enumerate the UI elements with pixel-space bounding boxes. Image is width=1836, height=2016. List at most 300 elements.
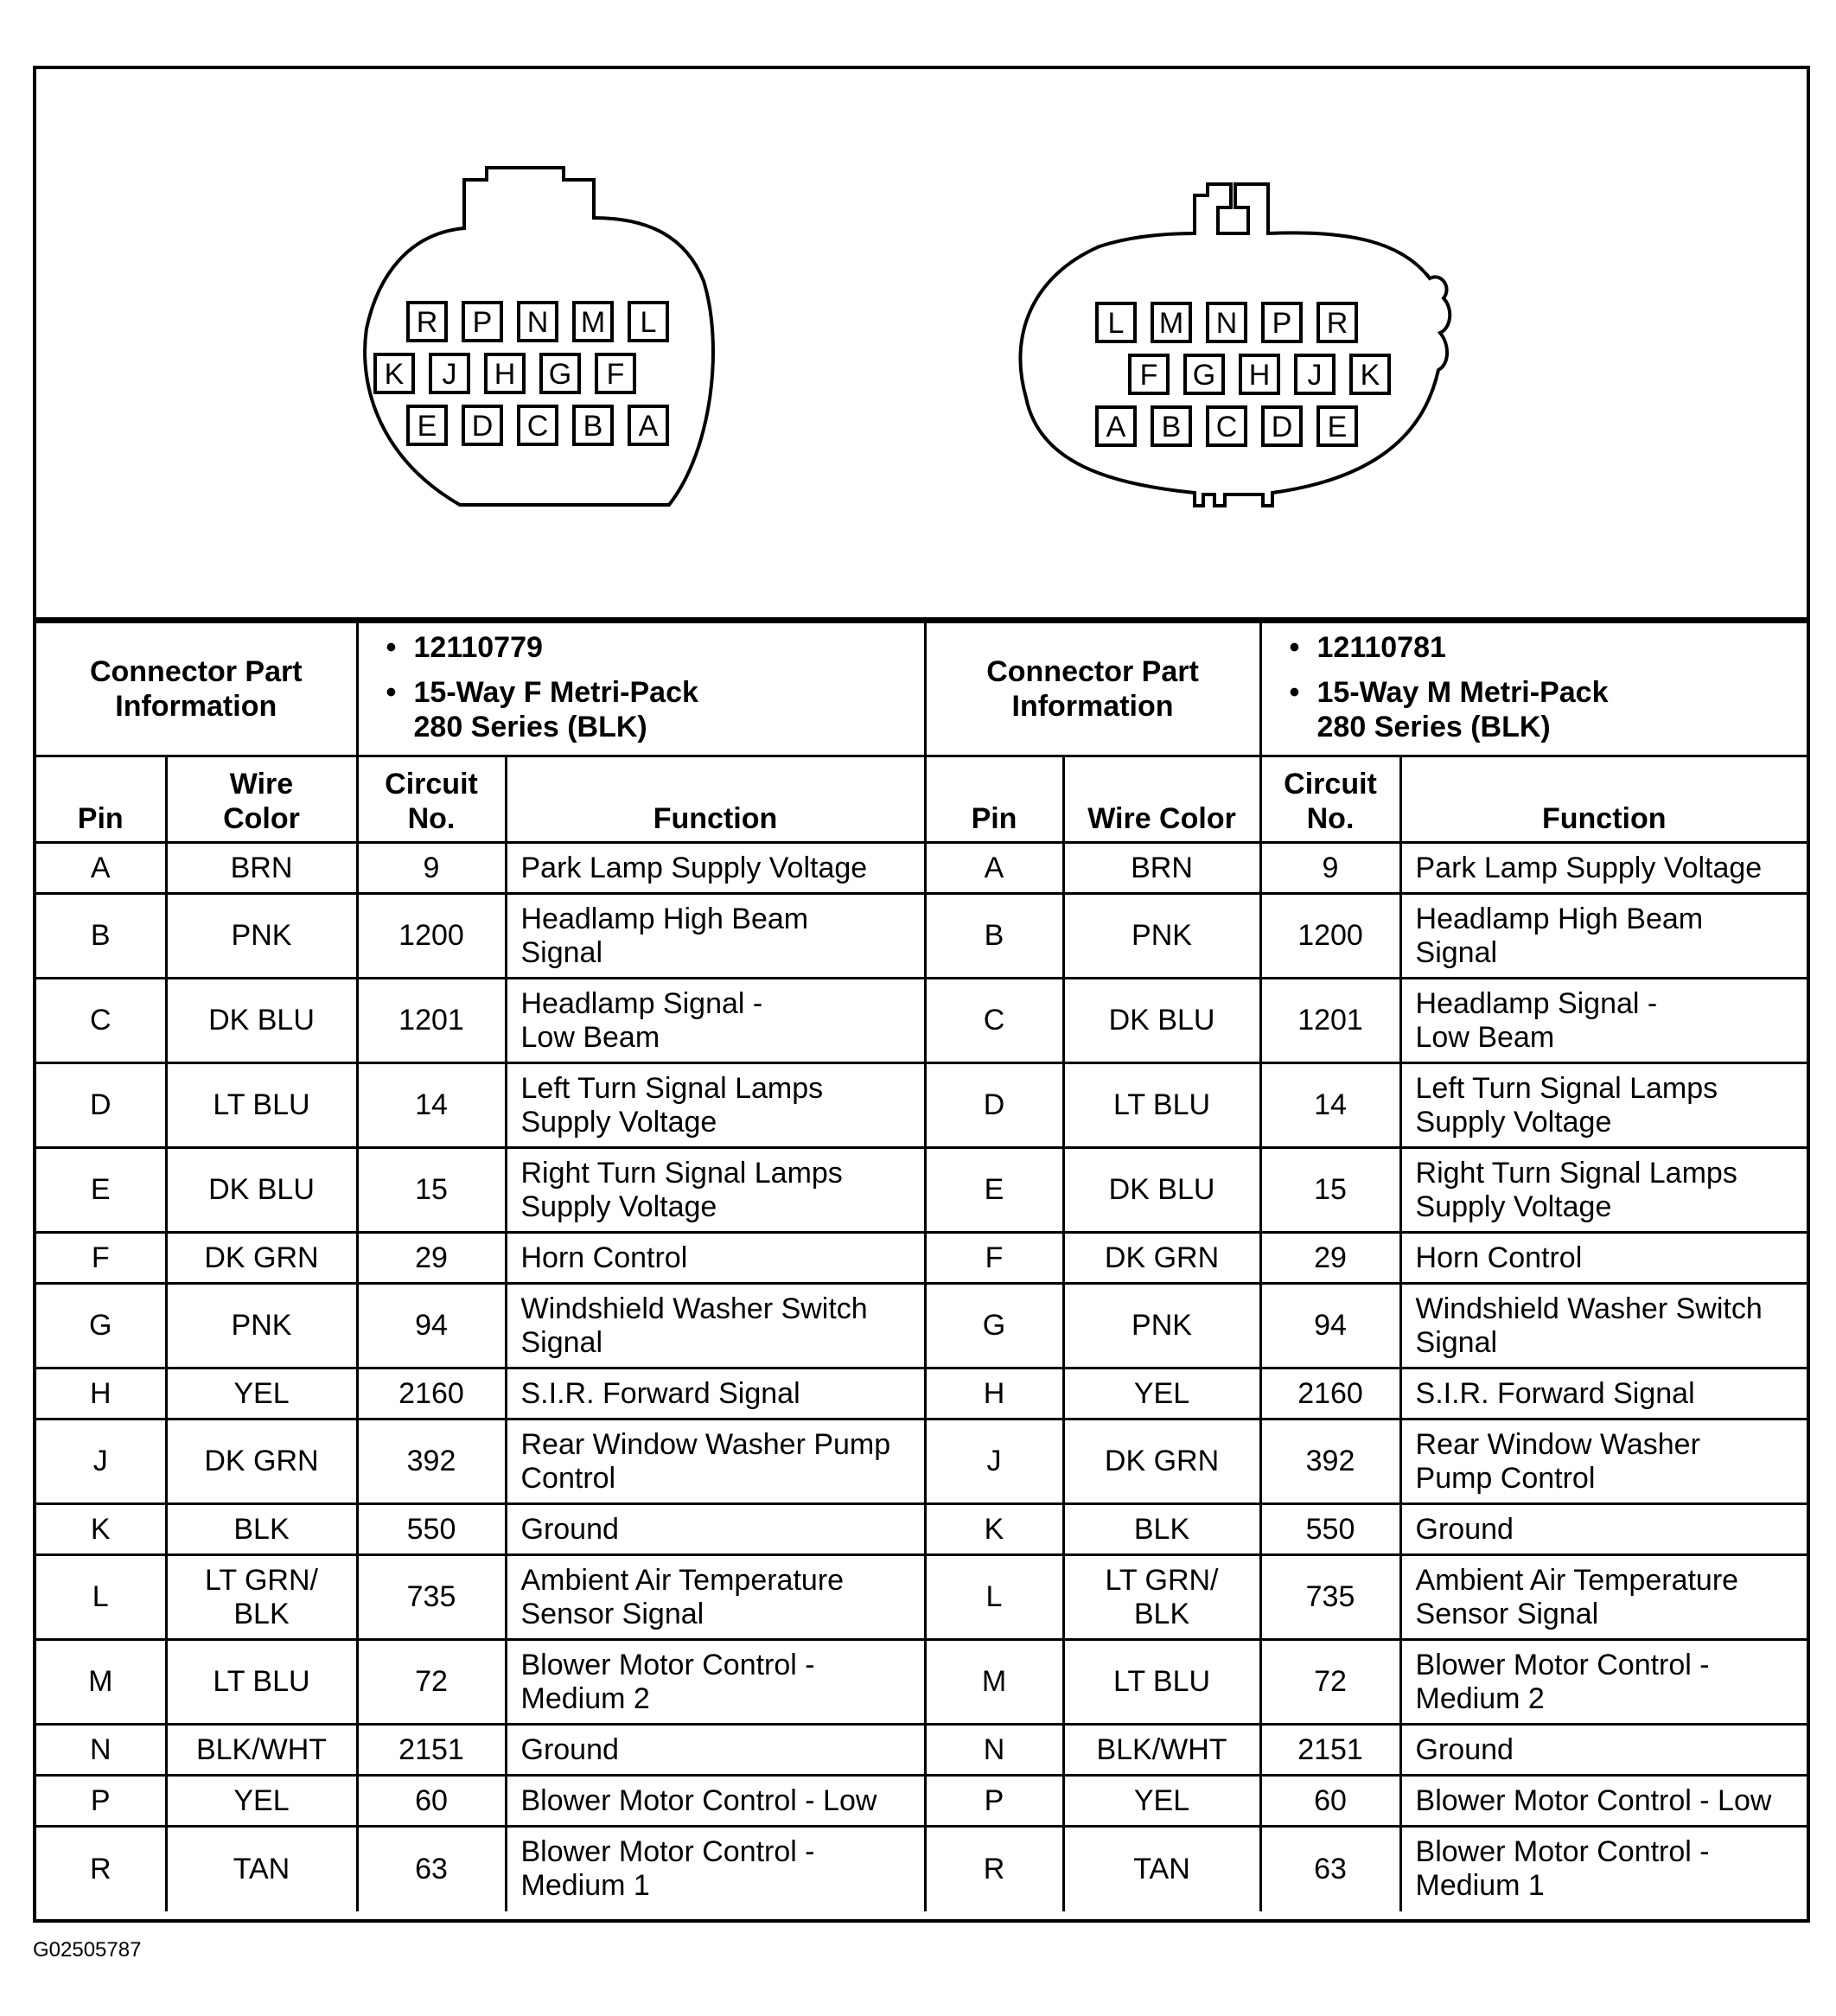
circuit-cell <box>1260 1233 1400 1284</box>
wire-color-cell <box>1063 1368 1260 1419</box>
circuit-cell-line: 29 <box>415 1241 448 1274</box>
function-cell-line: Supply Voltage <box>520 1105 717 1139</box>
wire-color-cell <box>166 1776 357 1827</box>
wire-color-cell <box>1063 1284 1260 1368</box>
wire-color-cell <box>166 1368 357 1419</box>
pin-cell-line: A <box>984 851 1004 884</box>
pin-cell <box>36 1419 166 1504</box>
pin-cell-line: P <box>90 1783 111 1817</box>
wire-color-cell-line: PNK <box>1132 1309 1192 1342</box>
function-cell-line: Blower Motor Control - Low <box>1415 1783 1772 1817</box>
circuit-cell-line: 2151 <box>1297 1732 1363 1766</box>
pin-label: P <box>1272 307 1292 340</box>
wire-color-cell-line: LT GRN/ <box>1105 1563 1219 1597</box>
pin-cell <box>925 1725 1063 1776</box>
circuit-cell <box>357 1233 506 1284</box>
circuit-cell <box>357 1555 506 1640</box>
function-cell-line: Blower Motor Control - <box>520 1648 815 1681</box>
wire-color-cell <box>166 1555 357 1640</box>
pin-label: F <box>1139 359 1158 392</box>
pin-cell <box>36 979 166 1063</box>
table-row <box>36 1725 1807 1776</box>
function-cell <box>1400 843 1807 894</box>
pin-label: N <box>526 306 549 339</box>
pin-label: C <box>526 410 549 443</box>
function-cell-line: Sensor Signal <box>520 1597 704 1630</box>
pin-cell <box>925 1233 1063 1284</box>
function-cell-line: Ground <box>1415 1732 1514 1766</box>
function-cell-line: Headlamp Signal - <box>1415 986 1658 1020</box>
pin-cell-line: E <box>90 1173 111 1206</box>
pin-cell <box>925 1555 1063 1640</box>
pin-cell-line: D <box>983 1088 1005 1121</box>
pin-label: B <box>1161 411 1182 443</box>
wire-color-cell <box>1063 894 1260 979</box>
function-cell <box>1400 1827 1807 1911</box>
wire-color-cell <box>1063 1776 1260 1827</box>
function-cell-line: Signal <box>520 935 603 969</box>
function-cell-line: Blower Motor Control - <box>1415 1648 1710 1681</box>
pin-label: L <box>1107 307 1125 340</box>
pin-label: J <box>442 358 457 391</box>
header-circuit-no <box>357 756 506 843</box>
pin-cell <box>925 1827 1063 1911</box>
table-row <box>36 1419 1807 1504</box>
wire-color-cell-line: DK GRN <box>1104 1241 1220 1274</box>
pin-label: N <box>1215 307 1238 340</box>
pin-cell <box>36 1233 166 1284</box>
function-cell-line: Sensor Signal <box>1415 1597 1599 1630</box>
circuit-cell-line: 1201 <box>398 1004 464 1037</box>
pin-cell-line: M <box>88 1665 113 1698</box>
function-cell <box>1400 1776 1807 1827</box>
pin-cell-line: L <box>985 1580 1003 1613</box>
wire-color-cell-line: BLK/WHT <box>195 1732 328 1766</box>
circuit-cell-line: 14 <box>1314 1088 1347 1121</box>
wire-color-cell <box>1063 1148 1260 1233</box>
function-cell-line: Medium 1 <box>1415 1869 1545 1903</box>
diagram-frame <box>33 66 1810 1923</box>
pin-cell-line: F <box>985 1241 1004 1274</box>
pin-cell <box>925 1284 1063 1368</box>
wire-color-cell-line: BRN <box>1131 851 1193 884</box>
function-cell-line: Headlamp High Beam <box>1415 902 1704 935</box>
wire-color-cell-line: LT BLU <box>1112 1665 1211 1698</box>
circuit-cell-line: 392 <box>406 1445 456 1477</box>
pin-label: K <box>384 358 405 391</box>
circuit-cell <box>1260 1555 1400 1640</box>
function-cell-line: Supply Voltage <box>520 1190 717 1223</box>
pin-cell <box>925 1063 1063 1148</box>
pin-cell-line: K <box>90 1512 111 1546</box>
wire-color-cell-line: BLK/WHT <box>1096 1732 1227 1766</box>
function-cell-line: S.I.R. Forward Signal <box>1415 1376 1695 1410</box>
function-cell-line: Park Lamp Supply Voltage <box>520 851 868 884</box>
circuit-cell <box>1260 843 1400 894</box>
circuit-cell <box>357 1827 506 1911</box>
header-wire-color <box>166 756 357 843</box>
circuit-cell-line: 72 <box>1314 1665 1347 1698</box>
wire-color-cell <box>166 1640 357 1725</box>
header-wire-color: Wire Color <box>1063 756 1260 843</box>
header-function: Function <box>1400 756 1807 843</box>
function-cell <box>506 1419 925 1504</box>
part-number: • 12110781 <box>1317 630 1807 665</box>
pin-table <box>36 621 1807 1911</box>
wire-color-cell-line: TAN <box>1133 1852 1190 1885</box>
function-cell-line: Windshield Washer Switch <box>1415 1292 1763 1325</box>
pin-cell-line: F <box>91 1241 110 1274</box>
header-line: No. <box>407 802 456 835</box>
header-pin: Pin <box>925 756 1063 843</box>
circuit-cell-line: 72 <box>415 1665 448 1698</box>
function-cell-line: S.I.R. Forward Signal <box>520 1376 800 1410</box>
wire-color-cell <box>1063 843 1260 894</box>
circuit-cell-line: 63 <box>415 1852 448 1885</box>
table-row <box>36 1640 1807 1725</box>
function-cell-line: Low Beam <box>1415 1020 1555 1054</box>
circuit-cell-line: 94 <box>1314 1309 1347 1342</box>
table-row <box>36 1776 1807 1827</box>
info-label-line: Connector Part <box>89 655 303 688</box>
function-cell-line: Ground <box>1415 1512 1514 1546</box>
wire-color-cell-line: DK GRN <box>204 1241 319 1274</box>
pin-cell-line: R <box>89 1852 112 1885</box>
circuit-cell <box>1260 1368 1400 1419</box>
part-description <box>414 675 924 744</box>
pin-cell <box>925 1640 1063 1725</box>
function-cell-line: Medium 2 <box>1415 1681 1545 1715</box>
function-cell-line: Ground <box>520 1732 619 1766</box>
table-row <box>36 1504 1807 1555</box>
wire-color-cell-line: DK GRN <box>1104 1445 1220 1477</box>
function-cell <box>506 1776 925 1827</box>
circuit-cell-line: 94 <box>415 1309 448 1342</box>
pin-label: A <box>1106 411 1126 443</box>
connector-diagram-area <box>36 69 1807 621</box>
function-cell <box>506 1368 925 1419</box>
circuit-cell-line: 735 <box>1305 1580 1355 1613</box>
pin-cell-line: C <box>89 1004 112 1037</box>
pin-label: L <box>640 306 657 339</box>
function-cell <box>506 979 925 1063</box>
wire-color-cell <box>1063 1725 1260 1776</box>
pin-cell-line: K <box>984 1512 1004 1546</box>
wire-color-cell <box>166 843 357 894</box>
pin-cell <box>36 1555 166 1640</box>
pin-label: R <box>416 306 438 339</box>
pin-cell-line: R <box>983 1852 1005 1885</box>
pin-cell <box>925 843 1063 894</box>
header-circuit-no <box>1260 756 1400 843</box>
circuit-cell <box>1260 1640 1400 1725</box>
table-row <box>36 1148 1807 1233</box>
function-cell <box>1400 1504 1807 1555</box>
circuit-cell <box>357 1776 506 1827</box>
part-desc-line: 280 Series (BLK) <box>413 711 647 743</box>
wire-color-cell <box>1063 979 1260 1063</box>
circuit-cell <box>1260 1063 1400 1148</box>
pin-cell <box>925 1368 1063 1419</box>
pin-cell-line: B <box>90 919 111 952</box>
pin-label: B <box>583 410 603 443</box>
function-cell-line: Windshield Washer Switch <box>520 1292 868 1325</box>
wire-color-cell-line: TAN <box>233 1852 290 1885</box>
circuit-cell <box>357 1419 506 1504</box>
function-cell-line: Left Turn Signal Lamps <box>1415 1071 1718 1105</box>
circuit-cell <box>357 1640 506 1725</box>
pin-cell-line: J <box>986 1445 1002 1477</box>
wire-color-cell <box>1063 1233 1260 1284</box>
info-label-line: Information <box>1011 690 1174 723</box>
header-function: Function <box>506 756 925 843</box>
function-cell-line: Pump Control <box>1415 1461 1596 1495</box>
wire-color-cell-line: PNK <box>231 1309 292 1342</box>
table-row <box>36 1063 1807 1148</box>
function-cell <box>1400 1063 1807 1148</box>
circuit-cell-line: 550 <box>1305 1512 1355 1546</box>
function-cell <box>506 843 925 894</box>
table-row <box>36 979 1807 1063</box>
function-cell-line: Blower Motor Control - Low <box>520 1783 877 1817</box>
wire-color-cell <box>166 1063 357 1148</box>
function-cell-line: Left Turn Signal Lamps <box>520 1071 824 1105</box>
wire-color-cell-line: DK BLU <box>1108 1173 1215 1206</box>
table-row <box>36 1827 1807 1911</box>
wire-color-cell-line: LT BLU <box>1112 1088 1211 1121</box>
wire-color-cell-line: BLK <box>233 1512 290 1546</box>
pin-label: M <box>580 306 606 339</box>
pin-label: M <box>1158 307 1184 340</box>
wire-color-cell-line: PNK <box>231 919 292 952</box>
function-cell <box>506 1725 925 1776</box>
circuit-cell-line: 392 <box>1305 1445 1355 1477</box>
circuit-cell <box>357 1284 506 1368</box>
pin-cell-line: J <box>92 1445 108 1477</box>
pin-cell-line: G <box>982 1309 1006 1342</box>
circuit-cell-line: 29 <box>1314 1241 1347 1274</box>
function-cell <box>1400 1284 1807 1368</box>
pin-label: R <box>1326 307 1348 340</box>
wire-color-cell-line: DK BLU <box>208 1004 315 1037</box>
function-cell <box>1400 1419 1807 1504</box>
circuit-cell-line: 9 <box>1322 851 1339 884</box>
wire-color-cell <box>166 1148 357 1233</box>
circuit-cell <box>1260 1776 1400 1827</box>
header-pin: Pin <box>36 756 166 843</box>
circuit-cell <box>1260 1504 1400 1555</box>
circuit-cell <box>357 894 506 979</box>
function-cell <box>506 1555 925 1640</box>
pin-label: G <box>1192 359 1216 392</box>
pin-label: H <box>494 358 516 391</box>
pin-cell <box>36 894 166 979</box>
wire-color-cell-line: PNK <box>1132 919 1192 952</box>
function-cell-line: Signal <box>1415 935 1498 969</box>
function-cell-line: Right Turn Signal Lamps <box>1415 1156 1737 1190</box>
circuit-cell <box>357 843 506 894</box>
header-line: Wire <box>229 768 294 801</box>
part-desc-line: 280 Series (BLK) <box>1316 711 1551 743</box>
pin-cell-line: N <box>983 1732 1005 1766</box>
function-cell-line: Medium 1 <box>520 1869 650 1903</box>
function-cell-line: Right Turn Signal Lamps <box>520 1156 843 1190</box>
function-cell <box>1400 1368 1807 1419</box>
right-connector-outline <box>1020 184 1450 506</box>
wire-color-cell <box>166 894 357 979</box>
wire-color-cell-line: LT GRN/ <box>205 1563 318 1597</box>
wire-color-cell <box>166 1504 357 1555</box>
wire-color-cell-line: DK BLU <box>1108 1004 1215 1037</box>
pin-label: E <box>1327 411 1348 443</box>
pin-cell <box>36 1776 166 1827</box>
pin-cell-line: C <box>983 1004 1005 1037</box>
wire-color-cell <box>166 979 357 1063</box>
wire-color-cell-line: LT BLU <box>213 1665 310 1698</box>
circuit-cell-line: 60 <box>1314 1783 1347 1817</box>
wire-color-cell <box>1063 1640 1260 1725</box>
pin-cell <box>36 1725 166 1776</box>
circuit-cell-line: 1200 <box>1297 919 1363 952</box>
wire-color-cell-line: YEL <box>233 1376 290 1410</box>
wire-color-cell <box>166 1284 357 1368</box>
function-cell-line: Signal <box>1415 1325 1498 1359</box>
table-row <box>36 894 1807 979</box>
pin-cell <box>36 1640 166 1725</box>
function-cell <box>506 1284 925 1368</box>
circuit-cell <box>1260 1148 1400 1233</box>
circuit-cell <box>1260 979 1400 1063</box>
pin-cell-line: D <box>89 1088 112 1121</box>
function-cell-line: Horn Control <box>1415 1241 1583 1274</box>
circuit-cell <box>357 1725 506 1776</box>
circuit-cell-line: 1201 <box>1297 1004 1363 1037</box>
table-row <box>36 1555 1807 1640</box>
circuit-cell <box>1260 1827 1400 1911</box>
circuit-cell <box>357 979 506 1063</box>
function-cell <box>506 894 925 979</box>
function-cell <box>506 1148 925 1233</box>
function-cell-line: Park Lamp Supply Voltage <box>1415 851 1763 884</box>
header-line: Circuit <box>1284 768 1377 801</box>
function-cell <box>1400 1555 1807 1640</box>
left-part-info <box>357 622 925 756</box>
circuit-cell-line: 735 <box>406 1580 456 1613</box>
wire-color-cell-line: BRN <box>230 851 293 884</box>
pin-cell <box>925 1776 1063 1827</box>
function-cell <box>1400 1640 1807 1725</box>
function-cell-line: Horn Control <box>520 1241 688 1274</box>
info-label-line: Connector Part <box>986 655 1199 688</box>
wire-color-cell <box>166 1233 357 1284</box>
circuit-cell-line: 550 <box>406 1512 456 1546</box>
right-info-label <box>925 622 1260 756</box>
function-cell <box>1400 1148 1807 1233</box>
function-cell <box>1400 894 1807 979</box>
function-cell-line: Supply Voltage <box>1415 1105 1612 1139</box>
pin-label: C <box>1215 411 1238 443</box>
pin-cell <box>925 1504 1063 1555</box>
connector-info-row <box>36 622 1807 756</box>
pin-label: E <box>417 410 437 443</box>
wire-color-cell-line: BLK <box>1133 1597 1190 1630</box>
circuit-cell-line: 60 <box>415 1783 448 1817</box>
pin-label: K <box>1360 359 1380 392</box>
circuit-cell <box>357 1148 506 1233</box>
pin-cell <box>36 1504 166 1555</box>
pin-cell <box>925 1148 1063 1233</box>
wire-color-cell <box>1063 1419 1260 1504</box>
wire-color-cell-line: YEL <box>1133 1783 1190 1817</box>
part-description <box>1317 675 1807 744</box>
table-row <box>36 1233 1807 1284</box>
function-cell-line: Signal <box>520 1325 603 1359</box>
wire-color-cell <box>1063 1063 1260 1148</box>
pin-cell-line: L <box>92 1580 109 1613</box>
circuit-cell-line: 2160 <box>1297 1376 1363 1410</box>
function-cell-line: Ambient Air Temperature <box>1415 1563 1739 1597</box>
function-cell-line: Control <box>520 1461 616 1495</box>
wire-color-cell <box>1063 1504 1260 1555</box>
part-number: • 12110779 <box>414 630 924 665</box>
pin-cell-line: G <box>89 1309 112 1342</box>
function-cell-line: Blower Motor Control - <box>1415 1835 1710 1869</box>
function-cell <box>1400 1233 1807 1284</box>
pin-label: G <box>548 358 572 391</box>
wire-color-cell <box>1063 1555 1260 1640</box>
circuit-cell <box>1260 894 1400 979</box>
function-cell-line: Headlamp High Beam <box>520 902 809 935</box>
wire-color-cell <box>166 1725 357 1776</box>
connector-drawings <box>36 69 1807 617</box>
wire-color-cell-line: DK GRN <box>204 1445 319 1477</box>
circuit-cell <box>1260 1419 1400 1504</box>
function-cell-line: Headlamp Signal - <box>520 986 763 1020</box>
circuit-cell <box>1260 1284 1400 1368</box>
function-cell-line: Rear Window Washer <box>1415 1427 1700 1461</box>
pin-cell <box>36 1284 166 1368</box>
pin-cell <box>36 1148 166 1233</box>
pin-cell-line: E <box>984 1173 1004 1206</box>
circuit-cell-line: 15 <box>415 1173 448 1206</box>
pin-cell <box>36 1827 166 1911</box>
pin-label: H <box>1248 359 1271 392</box>
pin-cell-line: A <box>90 851 111 884</box>
circuit-cell-line: 9 <box>423 851 440 884</box>
circuit-cell <box>357 1504 506 1555</box>
function-cell <box>506 1640 925 1725</box>
pin-cell-line: H <box>983 1376 1005 1410</box>
part-desc-line: • 15-Way M Metri-Pack <box>1316 676 1609 709</box>
function-cell <box>506 1063 925 1148</box>
function-cell-line: Rear Window Washer Pump <box>520 1427 891 1461</box>
pin-label: D <box>1271 411 1293 443</box>
circuit-cell-line: 15 <box>1314 1173 1347 1206</box>
pin-label: F <box>606 358 625 391</box>
circuit-cell-line: 2160 <box>398 1376 464 1410</box>
function-cell-line: Low Beam <box>520 1020 660 1054</box>
part-desc-line: • 15-Way F Metri-Pack <box>413 676 698 709</box>
column-header-row <box>36 756 1807 843</box>
left-info-label <box>36 622 357 756</box>
header-line: No. <box>1306 802 1355 835</box>
wire-color-cell <box>166 1827 357 1911</box>
circuit-cell <box>357 1368 506 1419</box>
pin-cell-line: P <box>984 1783 1004 1817</box>
circuit-cell-line: 14 <box>415 1088 448 1121</box>
wire-color-cell <box>1063 1827 1260 1911</box>
header-line: Circuit <box>385 768 478 801</box>
